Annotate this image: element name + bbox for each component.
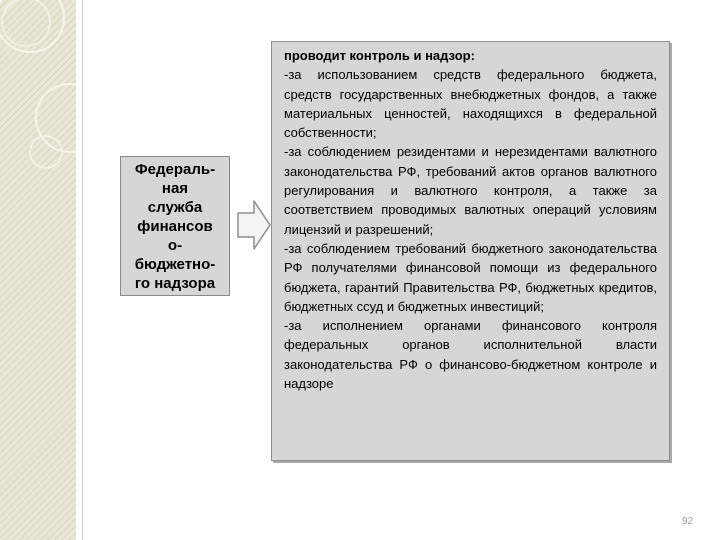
responsibility-item: -за исполнением органами финансового контроля федеральных органов исполнительной власти законодательства РФ о финансово-бюджетном контроле и надзоре [284,318,657,392]
decorative-side-band [0,0,76,540]
responsibilities-title: проводит контроль и надзор: [284,48,475,63]
slide-number: 92 [682,516,694,527]
agency-name-box: Федераль- ная служба финансов о- бюджетно- го надзора [120,156,230,296]
responsibility-item: -за соблюдением требований бюджетного законодательства РФ получателями финансовой помощи из федерального бюджета, гарантий Правительства РФ, бюджетных кредитов, бюджетных ссуд и бюджетных инвестиций; [284,240,657,314]
responsibilities-box [271,41,670,461]
responsibility-item: -за использованием средств федерального бюджета, средств государственных внебюджетных фондов, а также материальных ценностей, находящихся в федеральной собственности; [284,67,657,141]
right-arrow-icon [237,200,271,250]
side-band-divider [82,0,83,540]
swirl-decoration-icon [0,0,76,540]
responsibility-item: -за соблюдением резидентами и нерезидентами валютного законодательства РФ, требований актов органов валютного регулирования и валютного контроля, а также за соответствием проводимых валютных операций условиям лицензий и разрешений; [284,144,657,237]
